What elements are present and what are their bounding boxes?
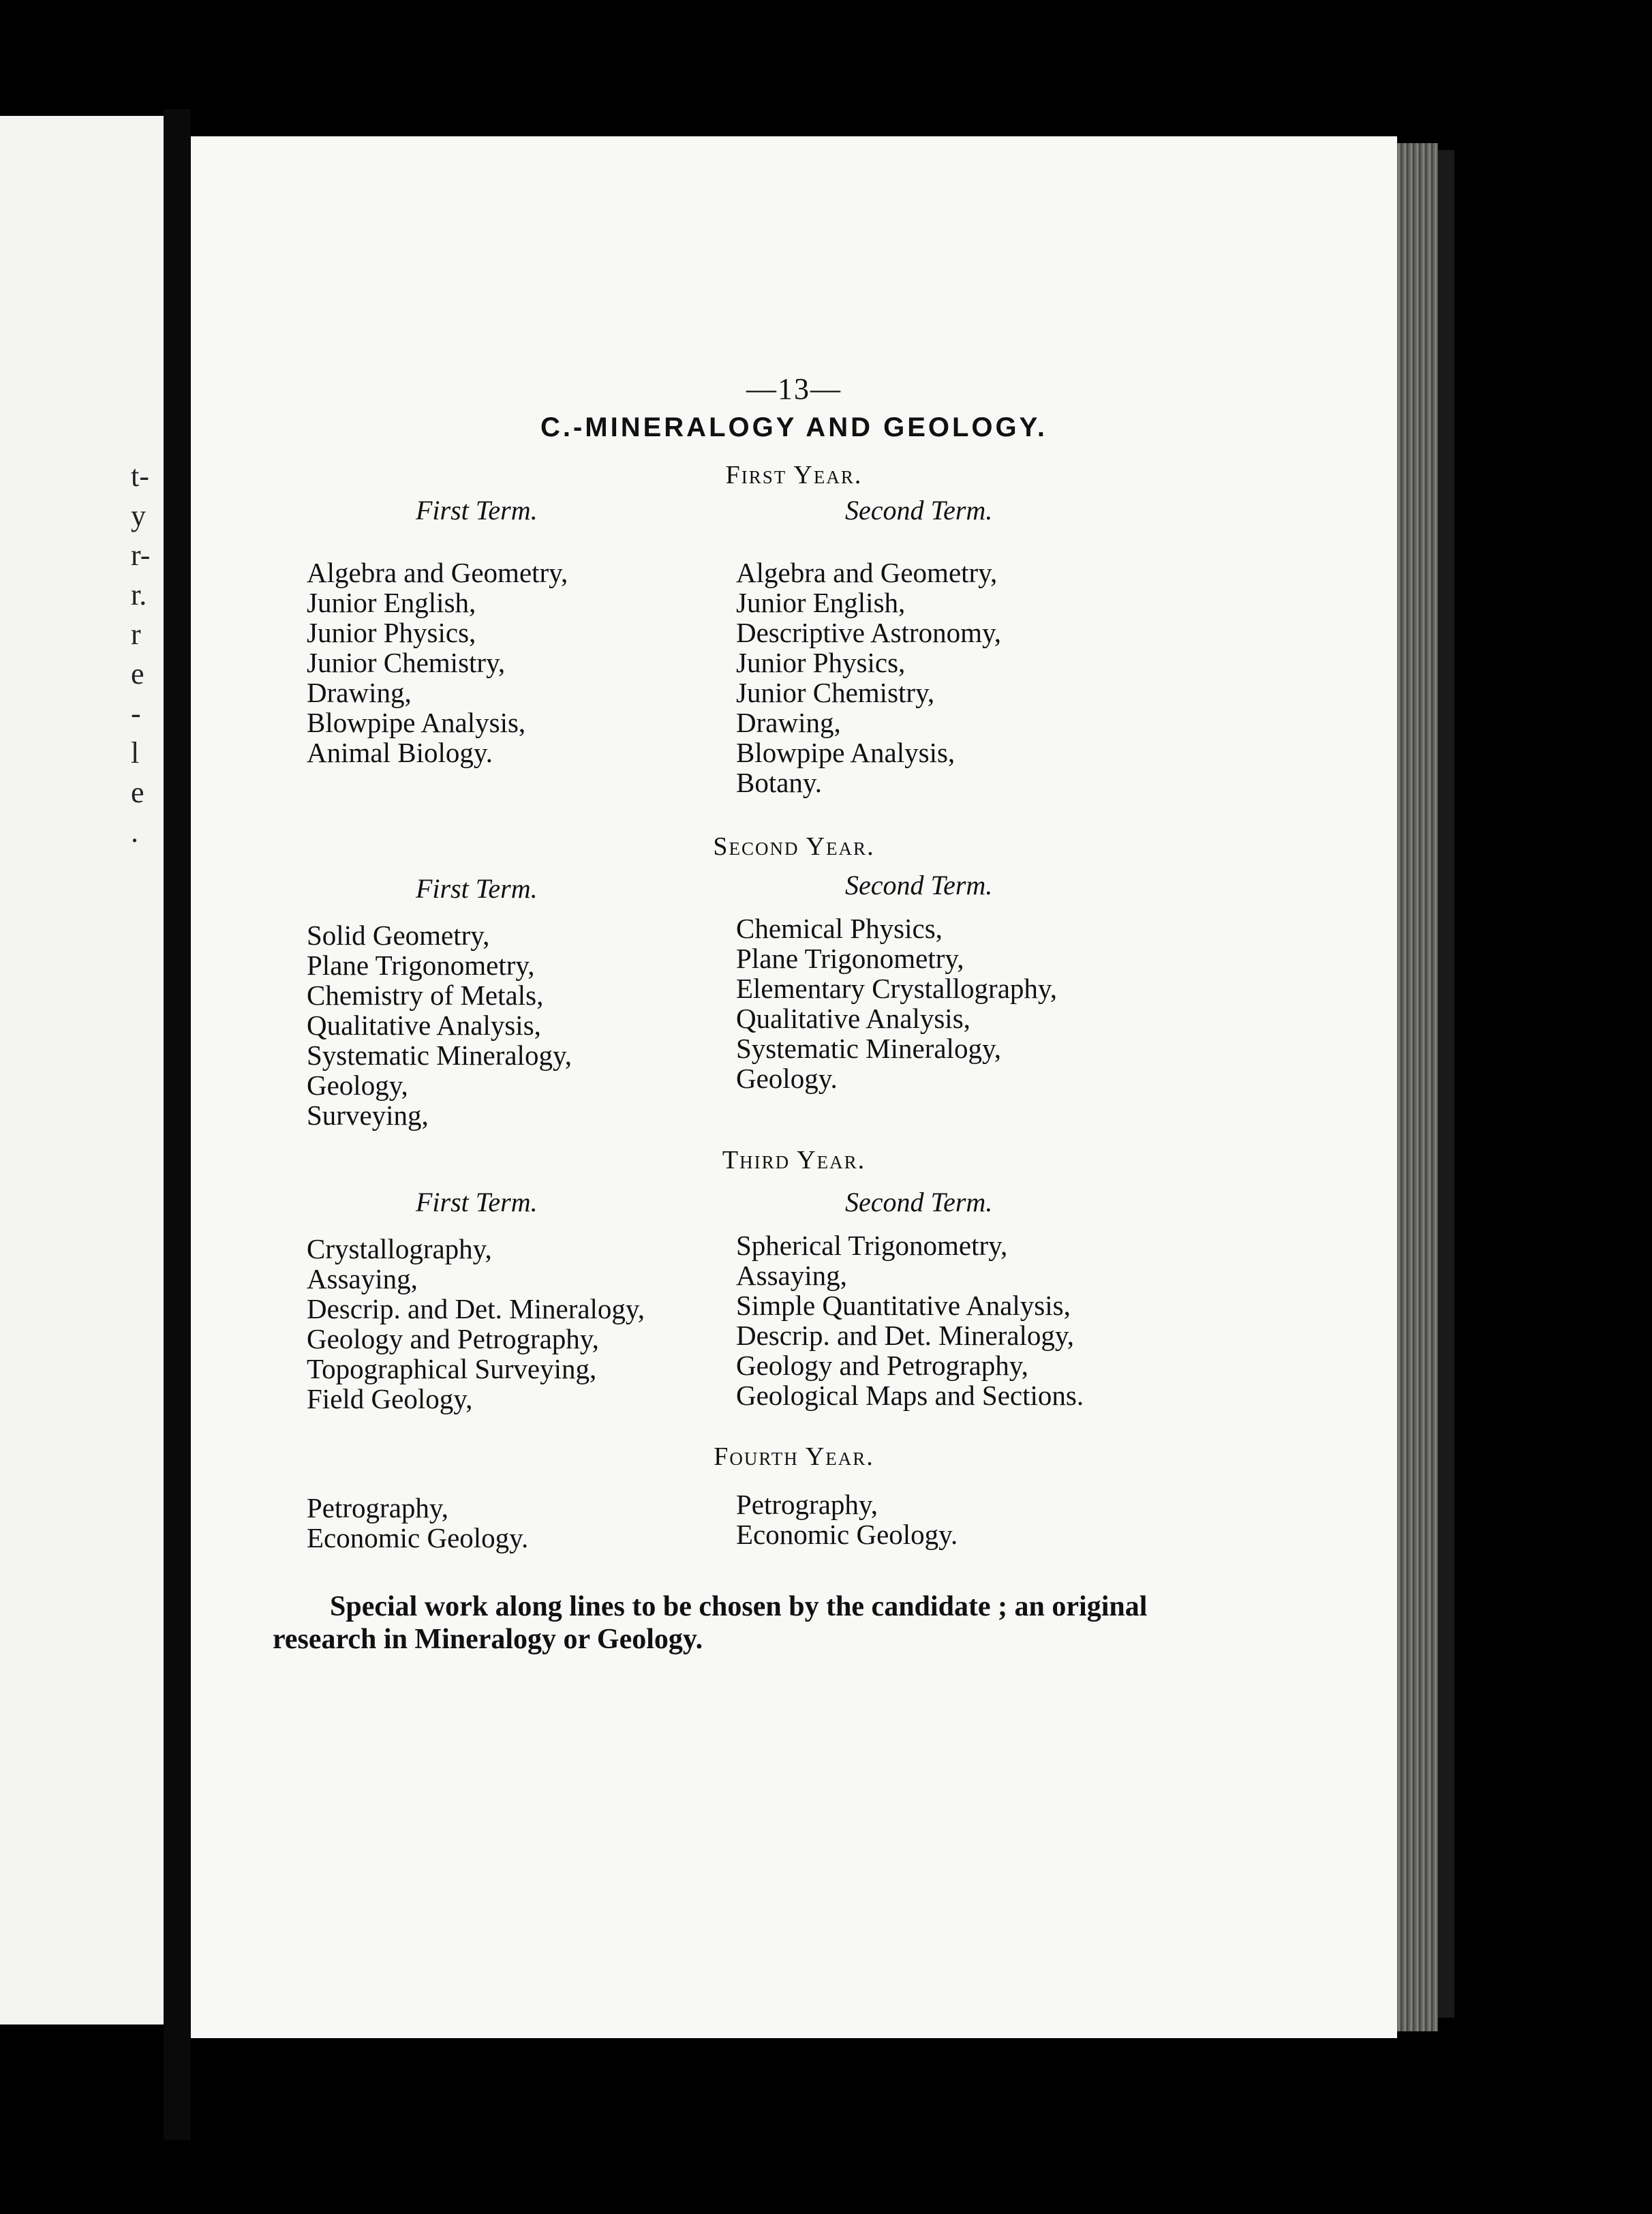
list-item: Botany.: [736, 767, 823, 798]
third-year-first-term-heading: First Term.: [416, 1187, 538, 1217]
third-year-second-term-list: [736, 1230, 1084, 1410]
list-item: Field Geology,: [307, 1383, 473, 1414]
first-year-heading: First Year.: [725, 461, 863, 489]
first-year-first-term-heading: First Term.: [416, 495, 538, 526]
list-item: Elementary Crystallography,: [736, 973, 1057, 1004]
left-page-text-fragment: t- y r- r. r e - l e .: [131, 459, 151, 849]
list-item: Descrip. and Det. Mineralogy,: [307, 1293, 645, 1324]
list-item: Junior English,: [736, 587, 906, 618]
left-page-fragment: [0, 116, 164, 2025]
fourth-year-first-term-list: [307, 1493, 528, 1553]
list-item: Petrography,: [307, 1492, 448, 1523]
list-item: Descrip. and Det. Mineralogy,: [736, 1320, 1075, 1351]
second-year-heading: Second Year.: [713, 832, 875, 861]
list-item: Blowpipe Analysis,: [736, 737, 955, 768]
fourth-year-second-term-list: [736, 1489, 958, 1549]
list-item: Drawing,: [736, 707, 841, 738]
list-item: Algebra and Geometry,: [736, 557, 998, 588]
list-item: Junior Chemistry,: [736, 677, 935, 708]
list-item: Assaying,: [307, 1263, 418, 1294]
list-item: Algebra and Geometry,: [307, 557, 568, 588]
list-item: Chemistry of Metals,: [307, 980, 544, 1011]
third-year-heading: Third Year.: [722, 1146, 866, 1174]
list-item: Spherical Trigonometry,: [736, 1230, 1008, 1261]
page-stack-edge: [1397, 143, 1438, 2031]
list-item: Qualitative Analysis,: [736, 1003, 970, 1034]
second-year-first-term-heading: First Term.: [416, 873, 538, 904]
list-item: Systematic Mineralogy,: [307, 1040, 572, 1071]
list-item: Topographical Surveying,: [307, 1353, 597, 1384]
list-item: Assaying,: [736, 1260, 847, 1291]
list-item: Simple Quantitative Analysis,: [736, 1290, 1071, 1321]
page-title: C.-MINERALOGY AND GEOLOGY.: [540, 412, 1048, 442]
list-item: Junior Physics,: [736, 647, 906, 678]
list-item: Drawing,: [307, 677, 412, 708]
list-item: Animal Biology.: [307, 737, 493, 768]
list-item: Crystallography,: [307, 1233, 492, 1264]
page-number: —13—: [746, 372, 842, 406]
list-item: Geological Maps and Sections.: [736, 1380, 1084, 1411]
list-item: Geology and Petrography,: [736, 1350, 1028, 1381]
list-item: Plane Trigonometry,: [736, 943, 964, 974]
list-item: Junior Physics,: [307, 617, 476, 648]
second-year-second-term-list: [736, 913, 1057, 1093]
list-item: Economic Geology.: [307, 1522, 529, 1553]
page-stack-shadow: [1438, 150, 1454, 2018]
list-item: Chemical Physics,: [736, 913, 943, 944]
list-item: Qualitative Analysis,: [307, 1010, 541, 1041]
list-item: Junior English,: [307, 587, 476, 618]
list-item: Blowpipe Analysis,: [307, 707, 526, 738]
book-page: [191, 136, 1397, 2038]
list-item: Geology and Petrography,: [307, 1323, 599, 1354]
first-year-second-term-list: [736, 558, 1001, 798]
list-item: Systematic Mineralogy,: [736, 1033, 1002, 1064]
list-item: Geology.: [736, 1063, 838, 1094]
page-content: [191, 136, 1397, 2038]
third-year-first-term-list: [307, 1234, 645, 1414]
list-item: Solid Geometry,: [307, 920, 490, 951]
book-gutter: [164, 109, 191, 2140]
list-item: Economic Geology.: [736, 1519, 958, 1550]
first-year-first-term-list: [307, 558, 568, 768]
list-item: Geology,: [307, 1070, 408, 1101]
list-item: Junior Chemistry,: [307, 647, 506, 678]
list-item: Petrography,: [736, 1489, 878, 1520]
list-item: Plane Trigonometry,: [307, 950, 535, 981]
second-year-second-term-heading: Second Term.: [845, 870, 993, 900]
list-item: Descriptive Astronomy,: [736, 617, 1002, 648]
third-year-second-term-heading: Second Term.: [845, 1187, 993, 1217]
list-item: Surveying,: [307, 1100, 429, 1131]
fourth-year-heading: Fourth Year.: [714, 1442, 874, 1471]
second-year-first-term-list: [307, 920, 572, 1130]
first-year-second-term-heading: Second Term.: [845, 495, 993, 526]
special-work-note: Special work along lines to be chosen by the candidate ; an original research in Mineralogy or Geology.: [273, 1591, 1148, 1655]
